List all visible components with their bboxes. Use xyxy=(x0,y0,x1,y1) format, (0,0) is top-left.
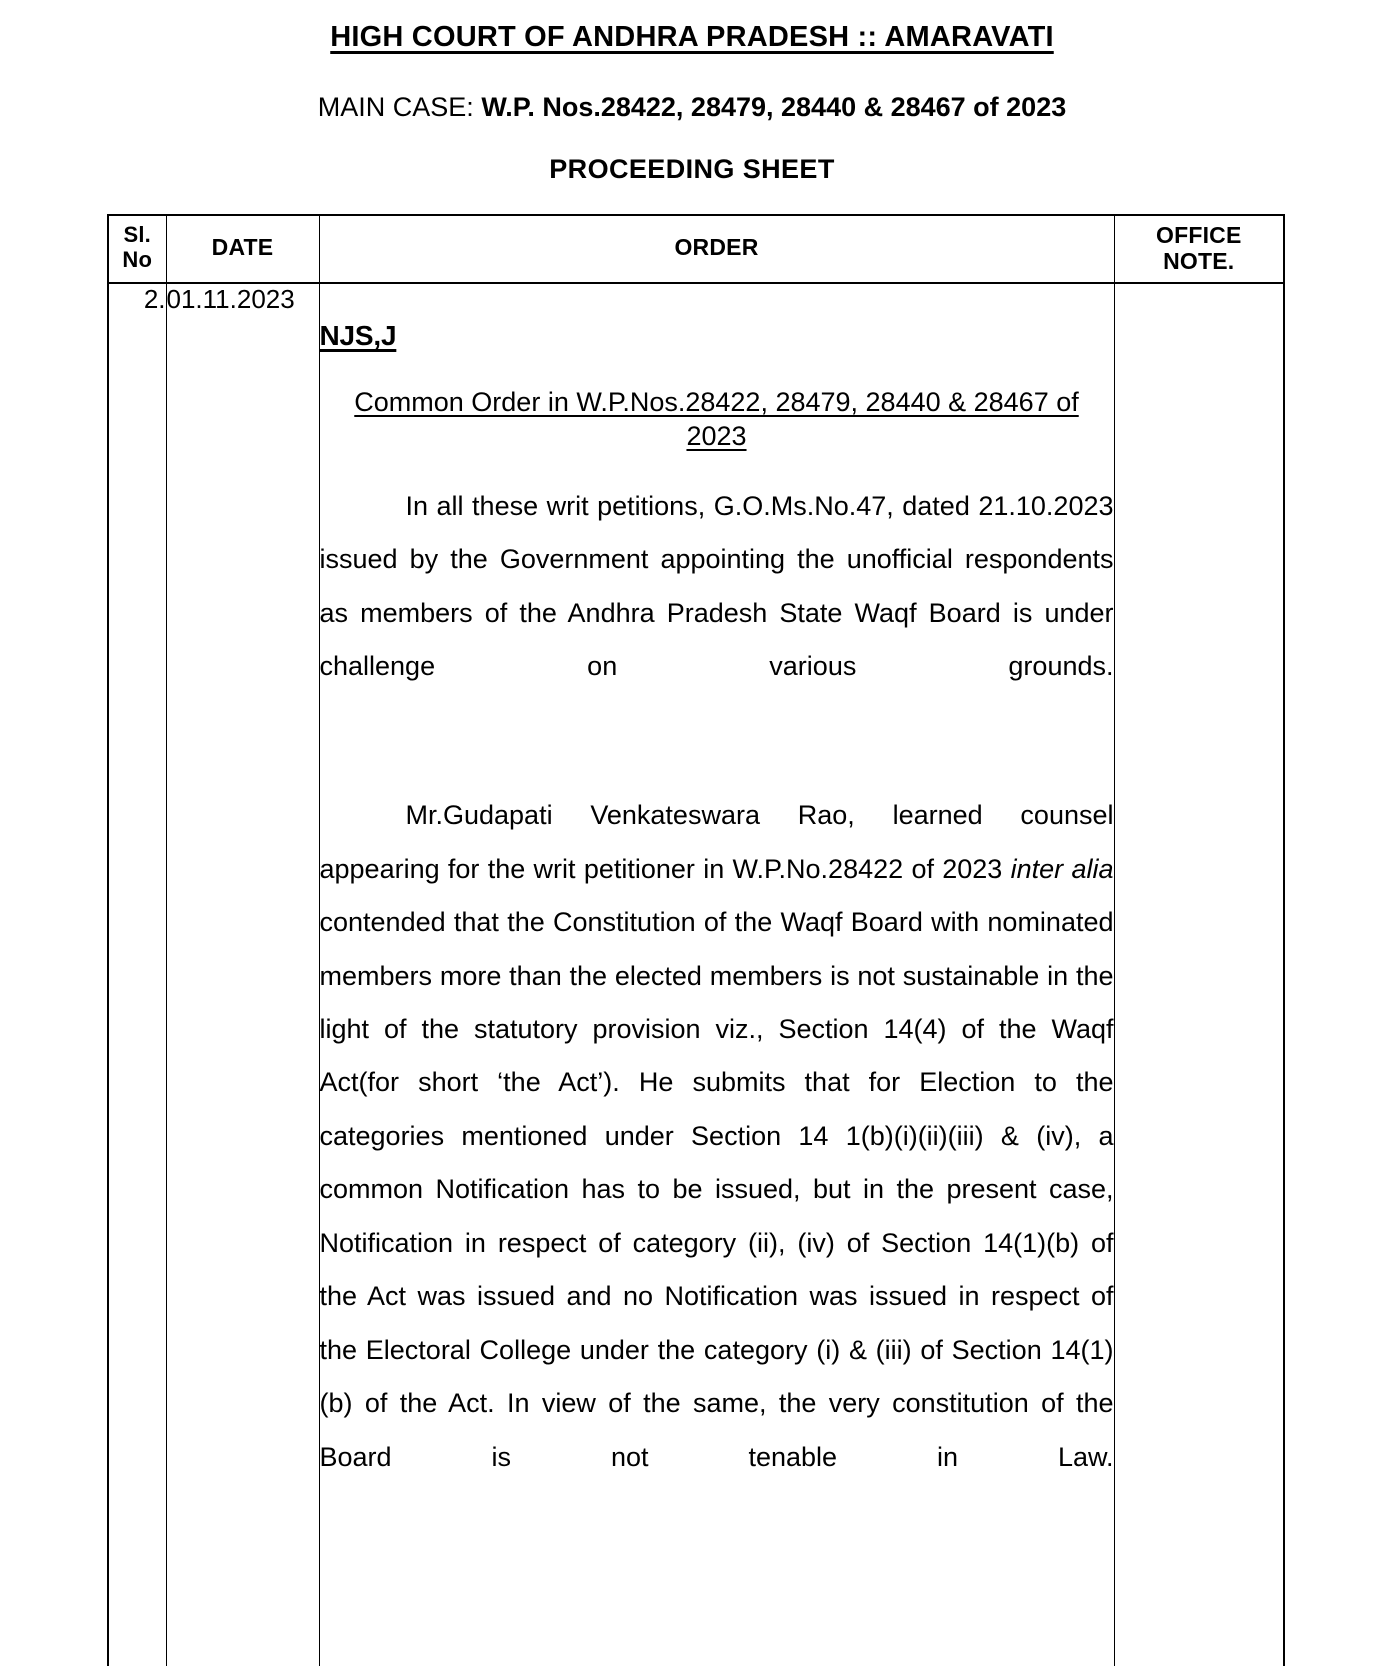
order-paragraph-1: In all these writ petitions, G.O.Ms.No.47, dated 21.10.2023 issued by the Government appointing the unofficial respondents as members of the Andhra Pradesh State Waqf Board is under challenge on various grounds. xyxy=(319,490,1114,682)
column-header-date-label: DATE xyxy=(211,233,274,260)
proceeding-table-wrapper xyxy=(0,214,1384,1666)
main-case-line xyxy=(0,91,1384,123)
order-paragraph-2-part-2: contended that the Constitution of the Waqf Board with nominated members more than the elected members is not sustainable in the light of the statutory provision viz., Section 14(4) of the Waqf Act(for short ‘the Act’). He submits that for Election to the categories mentioned under Section 14 1(b)(i)(ii)(iii) & (iv), a common Notification has to be issued, but in the present case, Notification in respect of category (ii), (iv) of Section 14(1)(b) of the Act was issued and no Notification was issued in respect of the Electoral College under the category (i) & (iii) of Section 14(1)(b) of the Act. In view of the same, the very constitution of the Board is not tenable in Law. xyxy=(319,907,1114,1472)
cell-order xyxy=(319,283,1114,1666)
document-heading xyxy=(0,0,1384,186)
main-case-label: MAIN CASE: xyxy=(317,91,474,122)
order-paragraph-2-part-1: Mr.Gudapati Venkateswara Rao, learned counsel appearing for the writ petitioner in W.P.No.28422 of 2023 xyxy=(319,800,1114,884)
main-case-value: W.P. Nos.28422, 28479, 28440 & 28467 of 2023 xyxy=(481,91,1067,122)
column-header-sl-no-line1: Sl. xyxy=(123,221,151,247)
page-title: PROCEEDING SHEET xyxy=(549,154,835,185)
column-header-office-note-line1: OFFICE xyxy=(1155,221,1242,248)
court-title: HIGH COURT OF ANDHRA PRADESH :: AMARAVATI xyxy=(330,21,1054,53)
table-row xyxy=(108,283,1284,1666)
proceeding-table xyxy=(107,214,1285,1666)
cell-office-note xyxy=(1114,283,1284,1666)
column-header-sl-no-line2: No xyxy=(122,247,153,273)
cell-date: 01.11.2023 xyxy=(166,283,319,1666)
order-paragraph-2-latin-phrase: inter alia xyxy=(1010,853,1114,884)
cell-sl-no: 2. xyxy=(108,283,166,1666)
order-paragraph-2 xyxy=(320,789,1114,1537)
column-header-date xyxy=(166,215,319,284)
order-content xyxy=(320,284,1114,1537)
column-header-order xyxy=(319,215,1114,284)
table-header-row xyxy=(108,215,1284,284)
judge-initials: NJS,J xyxy=(319,320,397,352)
column-header-office-note-line2: NOTE. xyxy=(1163,248,1235,275)
column-header-order-label: ORDER xyxy=(674,233,759,260)
column-header-sl-no xyxy=(108,215,166,284)
common-order-heading: Common Order in W.P.Nos.28422, 28479, 28440 & 28467 of 2023 xyxy=(354,387,1079,452)
column-header-office-note xyxy=(1114,215,1284,284)
